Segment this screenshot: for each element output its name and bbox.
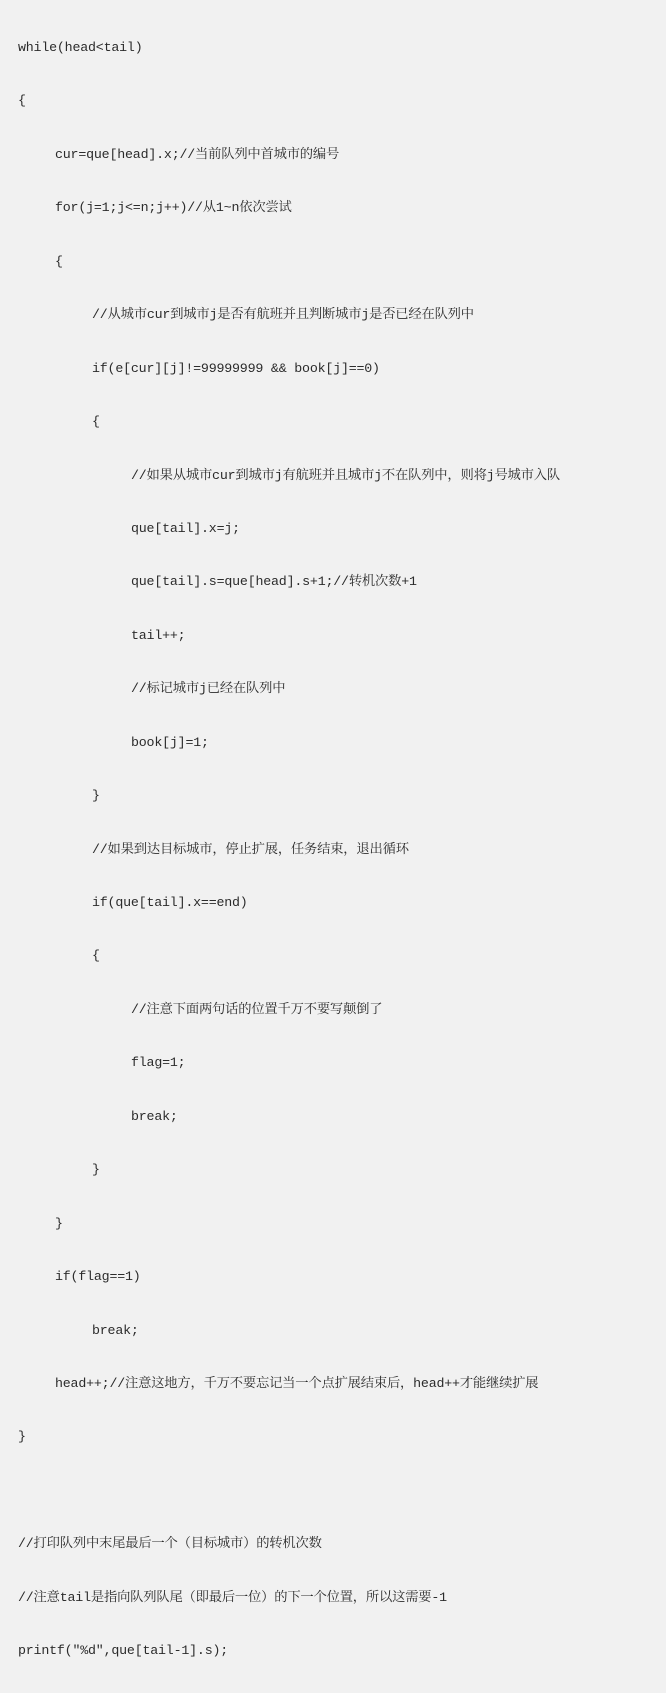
code-line: //注意tail是指向队列队尾（即最后一位）的下一个位置，所以这需要-1 (18, 1589, 447, 1605)
code-line: //从城市cur到城市j是否有航班并且判断城市j是否已经在队列中 (92, 307, 474, 323)
code-line: } (92, 788, 100, 804)
code-line: cur=que[head].x;//当前队列中首城市的编号 (55, 146, 340, 162)
code-line: //注意下面两句话的位置千万不要写颠倒了 (131, 1001, 383, 1017)
code-line: //如果从城市cur到城市j有航班并且城市j不在队列中，则将j号城市入队 (131, 467, 560, 483)
code-line: if(e[cur][j]!=99999999 && book[j]==0) (92, 360, 380, 376)
code-line: //标记城市j已经在队列中 (131, 681, 286, 697)
code-line: } (18, 1429, 26, 1445)
code-line: } (92, 1162, 100, 1178)
code-line: break; (92, 1322, 139, 1338)
code-line: tail++; (131, 627, 186, 643)
code-line: { (92, 414, 100, 430)
code-listing (18, 6, 666, 1693)
code-line: book[j]=1; (131, 734, 209, 750)
code-line: //如果到达目标城市，停止扩展，任务结束，退出循环 (92, 841, 409, 857)
code-line: { (18, 93, 26, 109)
code-line: if(flag==1) (55, 1269, 141, 1285)
code-line: head++;//注意这地方，千万不要忘记当一个点扩展结束后，head++才能继续扩展 (55, 1375, 539, 1391)
code-line: while(head<tail) (18, 40, 143, 55)
code-line: if(que[tail].x==end) (92, 895, 248, 910)
code-line: { (55, 253, 63, 269)
code-line: break; (131, 1108, 178, 1124)
code-line: printf("%d",que[tail-1].s); (18, 1643, 229, 1659)
code-line: //打印队列中末尾最后一个（目标城市）的转机次数 (18, 1536, 322, 1552)
code-line: que[tail].x=j; (131, 520, 240, 536)
code-line: { (92, 948, 100, 964)
code-line: for(j=1;j<=n;j++)//从1~n依次尝试 (55, 200, 292, 216)
code-line: que[tail].s=que[head].s+1;//转机次数+1 (131, 574, 417, 590)
code-line: } (55, 1215, 63, 1231)
code-line: flag=1; (131, 1055, 186, 1071)
code-line (18, 1479, 666, 1502)
